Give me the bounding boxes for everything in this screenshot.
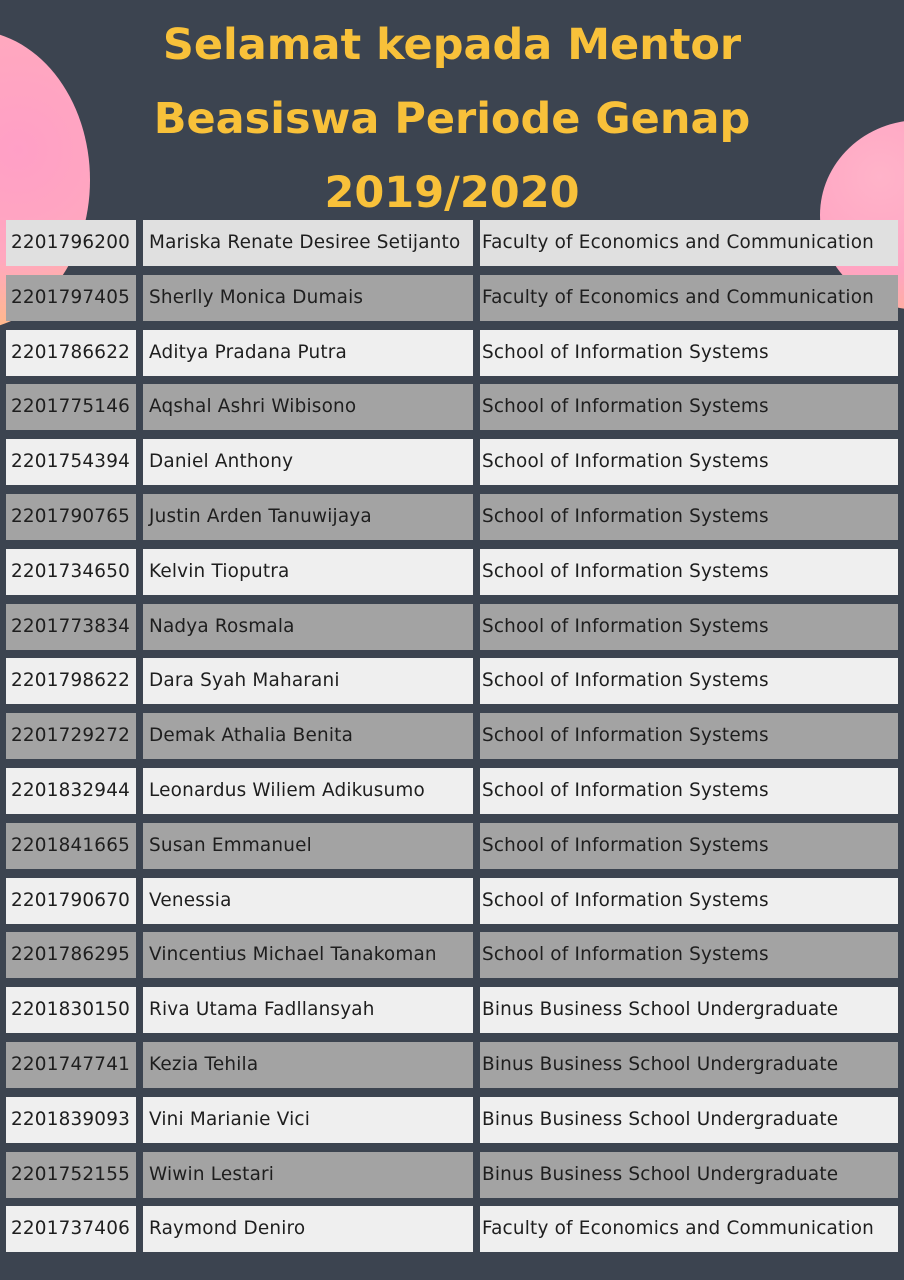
title-line-2: Beasiswa Periode Genap	[153, 94, 751, 144]
faculty-cell: School of Information Systems	[480, 878, 898, 924]
faculty-cell: Binus Business School Undergraduate	[480, 1042, 898, 1088]
student-id-cell: 2201786295	[6, 932, 136, 978]
table-row	[6, 1097, 898, 1143]
table-row	[6, 713, 898, 759]
name-cell: Kezia Tehila	[143, 1042, 473, 1088]
table-row	[6, 549, 898, 595]
title-line-1: Selamat kepada Mentor	[162, 20, 742, 70]
faculty-cell: School of Information Systems	[480, 330, 898, 376]
table-row	[6, 494, 898, 540]
student-id-cell: 2201752155	[6, 1152, 136, 1198]
faculty-cell: School of Information Systems	[480, 384, 898, 430]
name-cell: Riva Utama Fadllansyah	[143, 987, 473, 1033]
name-cell: Leonardus Wiliem Adikusumo	[143, 768, 473, 814]
page-title	[0, 8, 904, 230]
student-id-cell: 2201754394	[6, 439, 136, 485]
student-id-cell: 2201775146	[6, 384, 136, 430]
name-cell: Aditya Pradana Putra	[143, 330, 473, 376]
name-cell: Raymond Deniro	[143, 1206, 473, 1252]
table-row	[6, 987, 898, 1033]
table-row	[6, 878, 898, 924]
table-row	[6, 1206, 898, 1252]
table-row	[6, 439, 898, 485]
faculty-cell: School of Information Systems	[480, 932, 898, 978]
name-cell: Demak Athalia Benita	[143, 713, 473, 759]
name-cell: Susan Emmanuel	[143, 823, 473, 869]
student-id-cell: 2201839093	[6, 1097, 136, 1143]
faculty-cell: School of Information Systems	[480, 494, 898, 540]
name-cell: Wiwin Lestari	[143, 1152, 473, 1198]
faculty-cell: School of Information Systems	[480, 823, 898, 869]
faculty-cell: School of Information Systems	[480, 439, 898, 485]
student-id-cell: 2201790765	[6, 494, 136, 540]
table-row	[6, 330, 898, 376]
name-cell: Venessia	[143, 878, 473, 924]
student-id-cell: 2201832944	[6, 768, 136, 814]
faculty-cell: Faculty of Economics and Communication	[480, 275, 898, 321]
title-line-3: 2019/2020	[324, 168, 580, 218]
name-cell: Aqshal Ashri Wibisono	[143, 384, 473, 430]
mentor-table	[6, 220, 898, 1261]
table-row	[6, 384, 898, 430]
table-row	[6, 658, 898, 704]
table-row	[6, 1152, 898, 1198]
student-id-cell: 2201729272	[6, 713, 136, 759]
table-row	[6, 220, 898, 266]
table-row	[6, 604, 898, 650]
name-cell: Vincentius Michael Tanakoman	[143, 932, 473, 978]
faculty-cell: School of Information Systems	[480, 713, 898, 759]
student-id-cell: 2201796200	[6, 220, 136, 266]
name-cell: Sherlly Monica Dumais	[143, 275, 473, 321]
faculty-cell: Binus Business School Undergraduate	[480, 987, 898, 1033]
faculty-cell: School of Information Systems	[480, 549, 898, 595]
faculty-cell: Binus Business School Undergraduate	[480, 1152, 898, 1198]
faculty-cell: Binus Business School Undergraduate	[480, 1097, 898, 1143]
student-id-cell: 2201841665	[6, 823, 136, 869]
table-row	[6, 932, 898, 978]
name-cell: Mariska Renate Desiree Setijanto	[143, 220, 473, 266]
name-cell: Daniel Anthony	[143, 439, 473, 485]
student-id-cell: 2201830150	[6, 987, 136, 1033]
table-row	[6, 823, 898, 869]
faculty-cell: Faculty of Economics and Communication	[480, 220, 898, 266]
student-id-cell: 2201737406	[6, 1206, 136, 1252]
name-cell: Justin Arden Tanuwijaya	[143, 494, 473, 540]
name-cell: Vini Marianie Vici	[143, 1097, 473, 1143]
faculty-cell: School of Information Systems	[480, 768, 898, 814]
student-id-cell: 2201797405	[6, 275, 136, 321]
student-id-cell: 2201773834	[6, 604, 136, 650]
name-cell: Nadya Rosmala	[143, 604, 473, 650]
faculty-cell: School of Information Systems	[480, 604, 898, 650]
student-id-cell: 2201747741	[6, 1042, 136, 1088]
name-cell: Kelvin Tioputra	[143, 549, 473, 595]
student-id-cell: 2201790670	[6, 878, 136, 924]
table-row	[6, 275, 898, 321]
faculty-cell: School of Information Systems	[480, 658, 898, 704]
table-row	[6, 1042, 898, 1088]
table-row	[6, 768, 898, 814]
faculty-cell: Faculty of Economics and Communication	[480, 1206, 898, 1252]
student-id-cell: 2201734650	[6, 549, 136, 595]
student-id-cell: 2201786622	[6, 330, 136, 376]
name-cell: Dara Syah Maharani	[143, 658, 473, 704]
student-id-cell: 2201798622	[6, 658, 136, 704]
